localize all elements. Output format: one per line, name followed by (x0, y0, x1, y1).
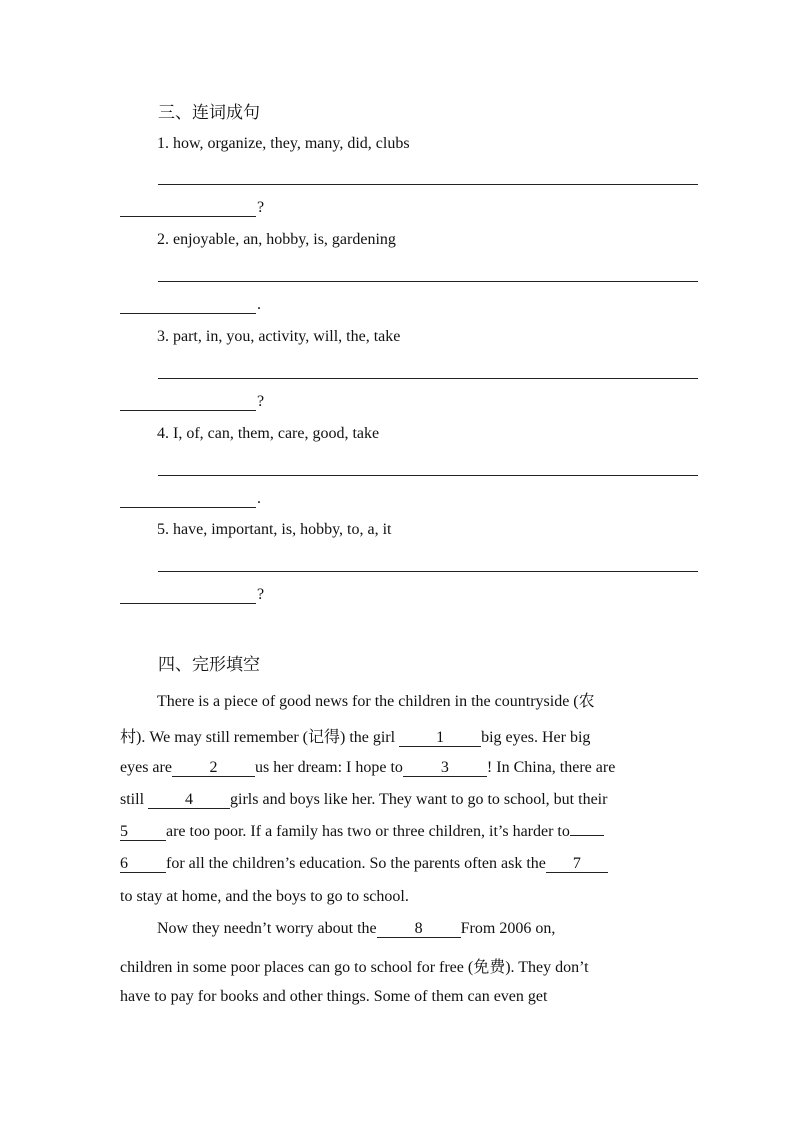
passage-text: big eyes. Her big (481, 729, 591, 746)
answer-line[interactable] (158, 184, 698, 185)
passage-text: for all the children’s education. So the parents often ask the (166, 855, 546, 872)
answer-line-continuation[interactable] (120, 410, 256, 411)
answer-line-continuation[interactable] (120, 507, 256, 508)
passage-line (157, 920, 555, 938)
question-prompt: 5. have, important, is, hobby, to, a, it (157, 521, 392, 538)
end-punctuation: . (257, 490, 261, 507)
cloze-blank-8[interactable]: 8 (377, 921, 461, 938)
passage-text: us her dream: I hope to (254, 759, 403, 776)
answer-line-continuation[interactable] (120, 603, 256, 604)
passage-text: eyes are (120, 759, 172, 776)
passage-text: From 2006 on, (460, 920, 556, 937)
cloze-blank-1[interactable]: 1 (399, 730, 481, 747)
question-prompt: 3. part, in, you, activity, will, the, take (157, 328, 401, 345)
answer-line[interactable] (158, 475, 698, 476)
passage-text: still (120, 791, 149, 808)
section-heading: 四、完形填空 (158, 655, 260, 674)
cloze-blank-5[interactable]: 5 (120, 824, 166, 841)
end-punctuation: ? (257, 393, 265, 410)
passage-text: ! In China, there are (486, 759, 616, 776)
question-prompt: 1. how, organize, they, many, did, clubs (157, 135, 410, 152)
passage-line (120, 855, 608, 873)
end-punctuation: . (257, 296, 261, 313)
cloze-blank-2[interactable]: 2 (172, 760, 255, 777)
passage-line (120, 724, 590, 747)
cloze-blank-6[interactable]: 6 (120, 856, 166, 873)
cloze-blank-4[interactable]: 4 (148, 792, 230, 809)
answer-line-continuation[interactable] (120, 216, 256, 217)
passage-line (120, 791, 607, 809)
answer-line[interactable] (158, 281, 698, 282)
question-prompt: 4. I, of, can, them, care, good, take (157, 425, 380, 442)
passage-text: Now they needn’t worry about the (157, 920, 377, 937)
answer-line[interactable] (158, 378, 698, 379)
passage-line: There is a piece of good news for the children in the countryside (农 (157, 693, 595, 710)
passage-line: have to pay for books and other things. Some of them can even get (120, 988, 548, 1005)
passage-line (120, 759, 615, 777)
passage-line (120, 823, 604, 841)
passage-text: are too poor. If a family has two or three children, it’s harder to (166, 823, 570, 840)
cloze-blank-7[interactable]: 7 (546, 856, 608, 873)
section-heading: 三、连词成句 (158, 103, 260, 122)
answer-line[interactable] (158, 571, 698, 572)
end-punctuation: ? (257, 199, 265, 216)
passage-text: girls and boys like her. They want to go to school, but their (230, 791, 608, 808)
passage-line: to stay at home, and the boys to go to school. (120, 888, 409, 905)
cloze-blank-6-start[interactable] (570, 835, 604, 836)
end-punctuation: ? (257, 586, 265, 603)
passage-line: children in some poor places can go to school for free (免费). They don’t (120, 959, 589, 976)
question-prompt: 2. enjoyable, an, hobby, is, gardening (157, 231, 396, 248)
passage-text: 村). We may still remember (记得) the girl (120, 729, 400, 746)
cloze-blank-3[interactable]: 3 (403, 760, 487, 777)
answer-line-continuation[interactable] (120, 313, 256, 314)
